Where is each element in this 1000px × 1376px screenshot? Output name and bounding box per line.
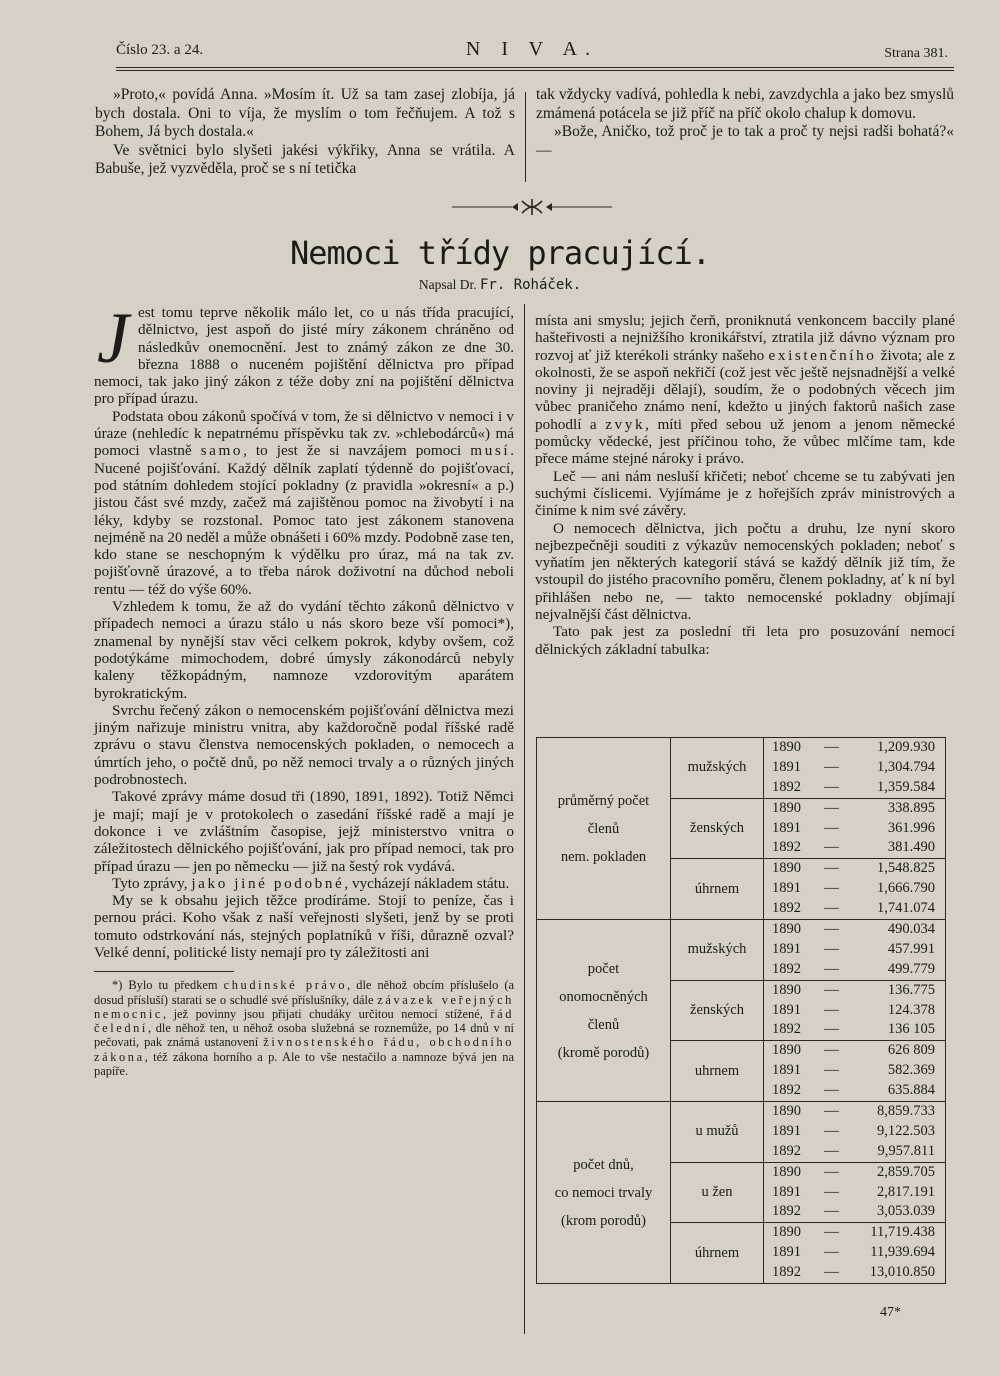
value-row — [772, 981, 935, 1001]
year: 1890 — [772, 799, 801, 816]
text-run: *) Bylo tu předkem — [112, 978, 218, 993]
value-row — [772, 738, 935, 758]
spaced-emphasis: závazek veřejných nemocnic — [94, 992, 514, 1021]
value-row — [772, 1243, 935, 1263]
text-run: . Nucené pojišťování. Každý dělník zaplatí týdenně do pojišťovací, pod státním dohledem stojící pokladny (z pravidla »okresní« a p.) jistou část své mzdy, začež má zajištěnou pomoc na živobytí i na léky, kdyby se rozstonal. Pomoc tato jest zákonem stanovena nejméně na 20 neděl a může obnášeti i 60% mzdy. Podobně zase ten, kdo stane se neschopným k výdělku pro úraz, má na tak zv. pojišťovně úrazové, a to třeba nárok doživotní na důchod neboli rentu — též do výše 60%. — [94, 442, 515, 598]
value: 381.490 — [887, 839, 935, 856]
magazine-title: N I V A. — [465, 38, 599, 60]
table-group-label — [537, 738, 671, 920]
year: 1890 — [772, 921, 801, 938]
paragraph: »Bože, Aničko, tož proč je to tak a proč ty nejsi radši bohatá?« — — [536, 123, 954, 159]
dash: — — [824, 839, 839, 856]
value: 136.775 — [887, 981, 935, 998]
value: 11,719.438 — [870, 1224, 935, 1241]
year: 1891 — [772, 1183, 801, 1200]
spaced-emphasis: samo — [200, 442, 244, 460]
year: 1891 — [772, 758, 801, 775]
year: 1891 — [772, 1062, 801, 1079]
paragraph: est tomu teprve několik málo let, co u nás třída pracující, dělnictvo, jest aspoň do jisté míry zákonem chráněno od následkův onemocnění. Jest to známý zákon ze dne 30. března 1888 o nuceném pojištění dělnictva pro případ nemoci, tak jako jiný zákon z téže doby zní na pojištění dělnictva pro případ úrazu. — [94, 304, 514, 408]
dash: — — [824, 758, 839, 775]
table-row — [537, 738, 946, 799]
table-values-cell — [764, 1041, 946, 1102]
table-group-label — [537, 1102, 671, 1284]
value: 338.895 — [887, 799, 935, 816]
year: 1890 — [772, 1163, 801, 1180]
text-run: , též zákona horního a p. Ale to vše nestačilo a namnoze bývá jen na papíře. — [94, 1049, 514, 1079]
value: 457.991 — [887, 940, 935, 957]
story-end-left — [95, 86, 515, 179]
value-row — [772, 1061, 935, 1081]
text-run: Tyto zprávy, — [112, 874, 188, 892]
table-row — [537, 920, 946, 981]
value: 136 105 — [887, 1021, 935, 1038]
group-label-line: (kromě porodů) — [557, 1044, 650, 1061]
value: 11,939.694 — [870, 1244, 935, 1261]
story-end-right — [536, 86, 954, 160]
dash: — — [824, 1264, 839, 1281]
dash: — — [824, 1082, 839, 1099]
table-values-cell — [764, 738, 946, 799]
table-sub-label: u žen — [671, 1162, 764, 1223]
paragraph: Ve světnici bylo slyšeti jakési výkřiky, Anna se vrátila. A Babuše, jež vyzvěděla, proč se s ní tetička — [95, 141, 515, 177]
header-rule — [116, 67, 954, 71]
year: 1891 — [772, 1122, 801, 1139]
dash: — — [824, 921, 839, 938]
value: 2,817.191 — [877, 1183, 935, 1200]
ornament-divider — [452, 197, 612, 217]
text-run: , dle něhož obcím příslušelo (a dosud přísluší) starati se o schudlé své příslušníky, dále — [94, 978, 514, 1007]
group-label-line: (krom porodů) — [561, 1212, 646, 1229]
year: 1890 — [772, 739, 801, 755]
text-run: místa ani smyslu; jejich čerň, proniknutá venkoncem baccily plané hašteřivosti a nejnižšího kronikářství, ztratila již dávno význam pro rozvoj ať již kterékoli stránky našeho — [535, 312, 955, 364]
value-row — [772, 758, 935, 778]
paragraph — [94, 408, 514, 598]
dash: — — [824, 981, 839, 998]
column-rule — [525, 92, 526, 182]
drop-cap: J — [97, 298, 129, 378]
paragraph: My se k obsahu jejich těžce prodíráme. Stojí to peníze, čas i pernou práci. Koho však z naší veřejnosti slyšeti, jenž by se proti tomuto odstrkování nás, stejných poplatníků v říši, důrazně ozval? Velké denní, politické listy nemají pro ty záležitosti ani — [94, 892, 514, 961]
table-values-cell — [764, 1102, 946, 1163]
year: 1891 — [772, 940, 801, 957]
value: 8,859.733 — [877, 1103, 935, 1120]
statistics-table — [536, 737, 946, 1284]
text-run: , vycházejí nákladem státu. — [344, 874, 510, 892]
dash: — — [824, 1122, 839, 1139]
value-row — [772, 920, 935, 940]
page-number: Strana 381. — [884, 46, 948, 61]
group-label-line: členů — [587, 820, 620, 837]
spaced-emphasis: jako jiné podobné — [191, 874, 345, 892]
value-row — [772, 960, 935, 980]
paragraph: Svrchu řečený zákon o nemocenském pojišťování dělnictva mezi jiným nařizuje ministru vnitra, aby každoročně podal říšské radě zprávu o stavu členstva nemocenských pokladen, o nemocech a úmrtích jeho, o počtě dnů, po něž nemoci trvaly a o různých jiných podrobnostech. — [94, 701, 514, 789]
value-row — [772, 1001, 935, 1021]
paragraph: Leč — ani nám nesluší křičeti; neboť chceme se tu zabývati jen suchými číslicemi. Vyjímáme je z hořejších zpráv ministrových a činíme k nim své závěry. — [535, 467, 955, 520]
group-label-line: nem. pokladen — [560, 848, 647, 865]
issue-number: Číslo 23. a 24. — [116, 42, 204, 58]
spaced-emphasis: řád čelední — [94, 1006, 514, 1036]
table-values-cell — [764, 920, 946, 981]
dash: — — [824, 1203, 839, 1220]
table-sub-label: uhrnem — [671, 1041, 764, 1102]
value: 490.034 — [887, 921, 935, 938]
paragraph — [94, 875, 514, 892]
value: 582.369 — [887, 1062, 935, 1079]
year: 1890 — [772, 860, 801, 877]
text-run: života; ale z okolnosti, že se aspoň nekřičí (což jest věc ještě nejsnadnější a velké noviny ji nejraději dělají), soudím, že o podobných věcech jim vůbec praničeho známo není, kdežto u jiných faktorů našich zase pohodlí a — [535, 346, 956, 433]
dash: — — [824, 1183, 839, 1200]
value-row — [772, 838, 935, 858]
text-run: , to jest že si navzájem pomoci — [243, 442, 462, 460]
value: 13,010.850 — [869, 1264, 935, 1281]
value-row — [772, 1142, 935, 1162]
year: 1890 — [772, 981, 801, 998]
value: 1,548.825 — [877, 860, 935, 877]
value-row — [772, 1081, 935, 1101]
value: 9,122.503 — [877, 1122, 935, 1139]
value-row — [772, 819, 935, 839]
dash: — — [824, 880, 839, 897]
dash: — — [824, 1142, 839, 1159]
year: 1892 — [772, 900, 801, 917]
value: 626 809 — [887, 1042, 935, 1059]
group-label-line: počet — [587, 960, 620, 977]
dash: — — [824, 940, 839, 957]
footnote-rule — [94, 971, 234, 972]
dash: — — [824, 799, 839, 816]
column-rule — [524, 304, 525, 1334]
value: 124.378 — [887, 1001, 935, 1018]
dash: — — [824, 819, 839, 836]
author-name: Fr. Roháček. — [479, 277, 582, 293]
value: 1,209.930 — [877, 739, 935, 755]
group-label-line: členů — [587, 1016, 620, 1033]
paragraph: Vzhledem k tomu, že až do vydání těchto zákonů dělnictvo v případech nemoci a úrazu stálo u nás skoro beze vší pomoci*), znamenal by nynější stav věci celkem pokrok, kdyby ovšem, což podotýkáme mimochodem, dobré úmysly zákonodárců nebyly kaleny těžkopádným, namnoze vzdorovitým aparátem byrokratickým. — [94, 598, 514, 702]
value: 635.884 — [887, 1082, 935, 1099]
value-row — [772, 778, 935, 798]
paragraph: O nemocech dělnictva, jich počtu a druhu, lze nyní skoro nejbezpečněji souditi z výkazův nemocenských pokladen; neboť s vyňatím jen některých kategorií stává se každý dělník již tím, že vstoupil do jistého pracovního poměru, členem pokladny, ať k ní byl přihlášen nebo ne, — takto nemocenské pokladny objímají nejvalnější část dělnictva. — [535, 519, 955, 624]
group-label-line: počet dnů, — [573, 1156, 634, 1173]
value: 3,053.039 — [877, 1203, 935, 1220]
year: 1892 — [772, 1203, 801, 1220]
text-run: , dle něhož ten, u něhož osoba služebná se roznemůže, po 14 dnů v ní pečovati, pak známá ustanovení — [94, 1021, 514, 1050]
text-run: , míti před sebou už jenom a jenom německé pomůcky vědecké, jest příčinou toho, že vůbec mlčíme tam, kde přece máme stejné nároky i právo. — [535, 415, 956, 468]
spaced-emphasis: chudinské právo — [223, 978, 348, 993]
value-row — [772, 879, 935, 899]
year: 1892 — [772, 1142, 801, 1159]
paragraph: Takové zprávy máme dosud tři (1890, 1891, 1892). Totiž Němci je mají; mají je v protokolech o zasedání říšské radě a mají je dokonce i ve zvláštním časopise, jejž ministerstvo vnitra o záležitostech dělnického pojišťování, jak pro případ nemoci, tak pro případ úrazu — jen po německu — již na šestý rok vydává. — [94, 788, 514, 875]
value-row — [772, 799, 935, 819]
dash: — — [824, 1163, 839, 1180]
year: 1891 — [772, 1244, 801, 1261]
value: 499.779 — [887, 960, 935, 977]
spaced-emphasis: živnostenského řádu, obchodního zákona — [94, 1035, 514, 1064]
value: 1,304.794 — [877, 758, 935, 775]
year: 1892 — [772, 839, 801, 856]
dash: — — [824, 1103, 839, 1120]
year: 1892 — [772, 1264, 801, 1281]
table-sub-label: ženských — [671, 980, 764, 1041]
year: 1891 — [772, 819, 801, 836]
table-row — [537, 1102, 946, 1163]
table-values-cell — [764, 859, 946, 920]
table-body — [537, 738, 946, 1284]
footnote — [94, 978, 514, 1078]
dash: — — [824, 1062, 839, 1079]
value-row — [772, 1263, 935, 1283]
table-sub-label: ženských — [671, 798, 764, 859]
table-group-label — [537, 920, 671, 1102]
text-run: Podstata obou zákonů spočívá v tom, že si dělnictvo v nemoci i v úraze (nehledíc k nepatrnému příspěvku tak zv. »chlebodárců«) má pomoci vlastně — [94, 407, 514, 460]
dash: — — [824, 960, 839, 977]
table-sub-label: u mužů — [671, 1102, 764, 1163]
spaced-emphasis: existenčního — [768, 346, 877, 364]
value-row — [772, 1223, 935, 1243]
article-title: Nemoci třídy pracující. — [289, 234, 711, 272]
value-row — [772, 1020, 935, 1040]
paragraph: tak vždycky vadívá, pohledla k nebi, zavzdychla a jako bez smyslů zmámená potácela se již příč na příč okolo chalup k domovu. — [536, 86, 954, 122]
group-label-line: průměrný počet — [557, 792, 650, 809]
group-label-line: co nemoci trvaly — [554, 1184, 653, 1201]
table-values-cell — [764, 980, 946, 1041]
year: 1891 — [772, 1001, 801, 1018]
paragraph: Tato pak jest za poslední tři leta pro posuzování nemocí dělnických základní tabulka: — [535, 623, 955, 658]
paragraph: »Proto,« povídá Anna. »Mosím ít. Už sa tam zasej zlobíja, já bych dostala. Oni to víja, že myslím o tom řečňujem. A tož s Bohem, Já bych dostala.« — [95, 86, 515, 140]
value-row — [772, 1122, 935, 1142]
year: 1890 — [772, 1042, 801, 1059]
value: 361.996 — [887, 819, 935, 836]
value-row — [772, 899, 935, 919]
year: 1892 — [772, 960, 801, 977]
value: 1,666.790 — [877, 880, 935, 897]
value-row — [772, 1102, 935, 1122]
byline-prefix: Napsal Dr. — [418, 277, 477, 292]
year: 1891 — [772, 880, 801, 897]
table-values-cell — [764, 1162, 946, 1223]
byline — [0, 277, 1000, 293]
value-row — [772, 1183, 935, 1203]
year: 1892 — [772, 778, 801, 795]
running-header — [116, 40, 948, 68]
dash: — — [824, 739, 839, 755]
value: 1,741.074 — [877, 900, 935, 917]
year: 1892 — [772, 1082, 801, 1099]
group-label-line: onomocněných — [559, 988, 648, 1005]
value: 9,957.811 — [877, 1142, 935, 1159]
text-run: , jež povinny jsou přijati chudáky určitou nemocí stížené, — [162, 1006, 483, 1021]
dash: — — [824, 1244, 839, 1261]
value-row — [772, 859, 935, 879]
spaced-emphasis: zvyk — [605, 415, 646, 433]
table-sub-label: úhrnem — [671, 859, 764, 920]
dash: — — [824, 1021, 839, 1038]
table-sub-label: úhrnem — [671, 1223, 764, 1284]
dash: — — [824, 1042, 839, 1059]
table-sub-label: mužských — [671, 738, 764, 799]
year: 1890 — [772, 1103, 801, 1120]
value-row — [772, 940, 935, 960]
dash: — — [824, 900, 839, 917]
table-values-cell — [764, 1223, 946, 1284]
signature-mark: 47* — [880, 1305, 901, 1320]
value-row — [772, 1041, 935, 1061]
dash: — — [824, 778, 839, 795]
table-values-cell — [764, 798, 946, 859]
dash: — — [824, 860, 839, 877]
article-column-left — [94, 298, 515, 1079]
dash: — — [824, 1224, 839, 1241]
dash: — — [824, 1001, 839, 1018]
value: 2,859.705 — [877, 1163, 935, 1180]
table-sub-label: mužských — [671, 920, 764, 981]
value-row — [772, 1202, 935, 1222]
year: 1892 — [772, 1021, 801, 1038]
year: 1890 — [772, 1224, 801, 1241]
article-column-right — [535, 312, 955, 658]
value-row — [772, 1163, 935, 1183]
value: 1,359.584 — [877, 778, 935, 795]
paragraph — [535, 312, 955, 468]
first-paragraph — [94, 298, 514, 408]
spaced-emphasis: musí — [470, 442, 511, 460]
